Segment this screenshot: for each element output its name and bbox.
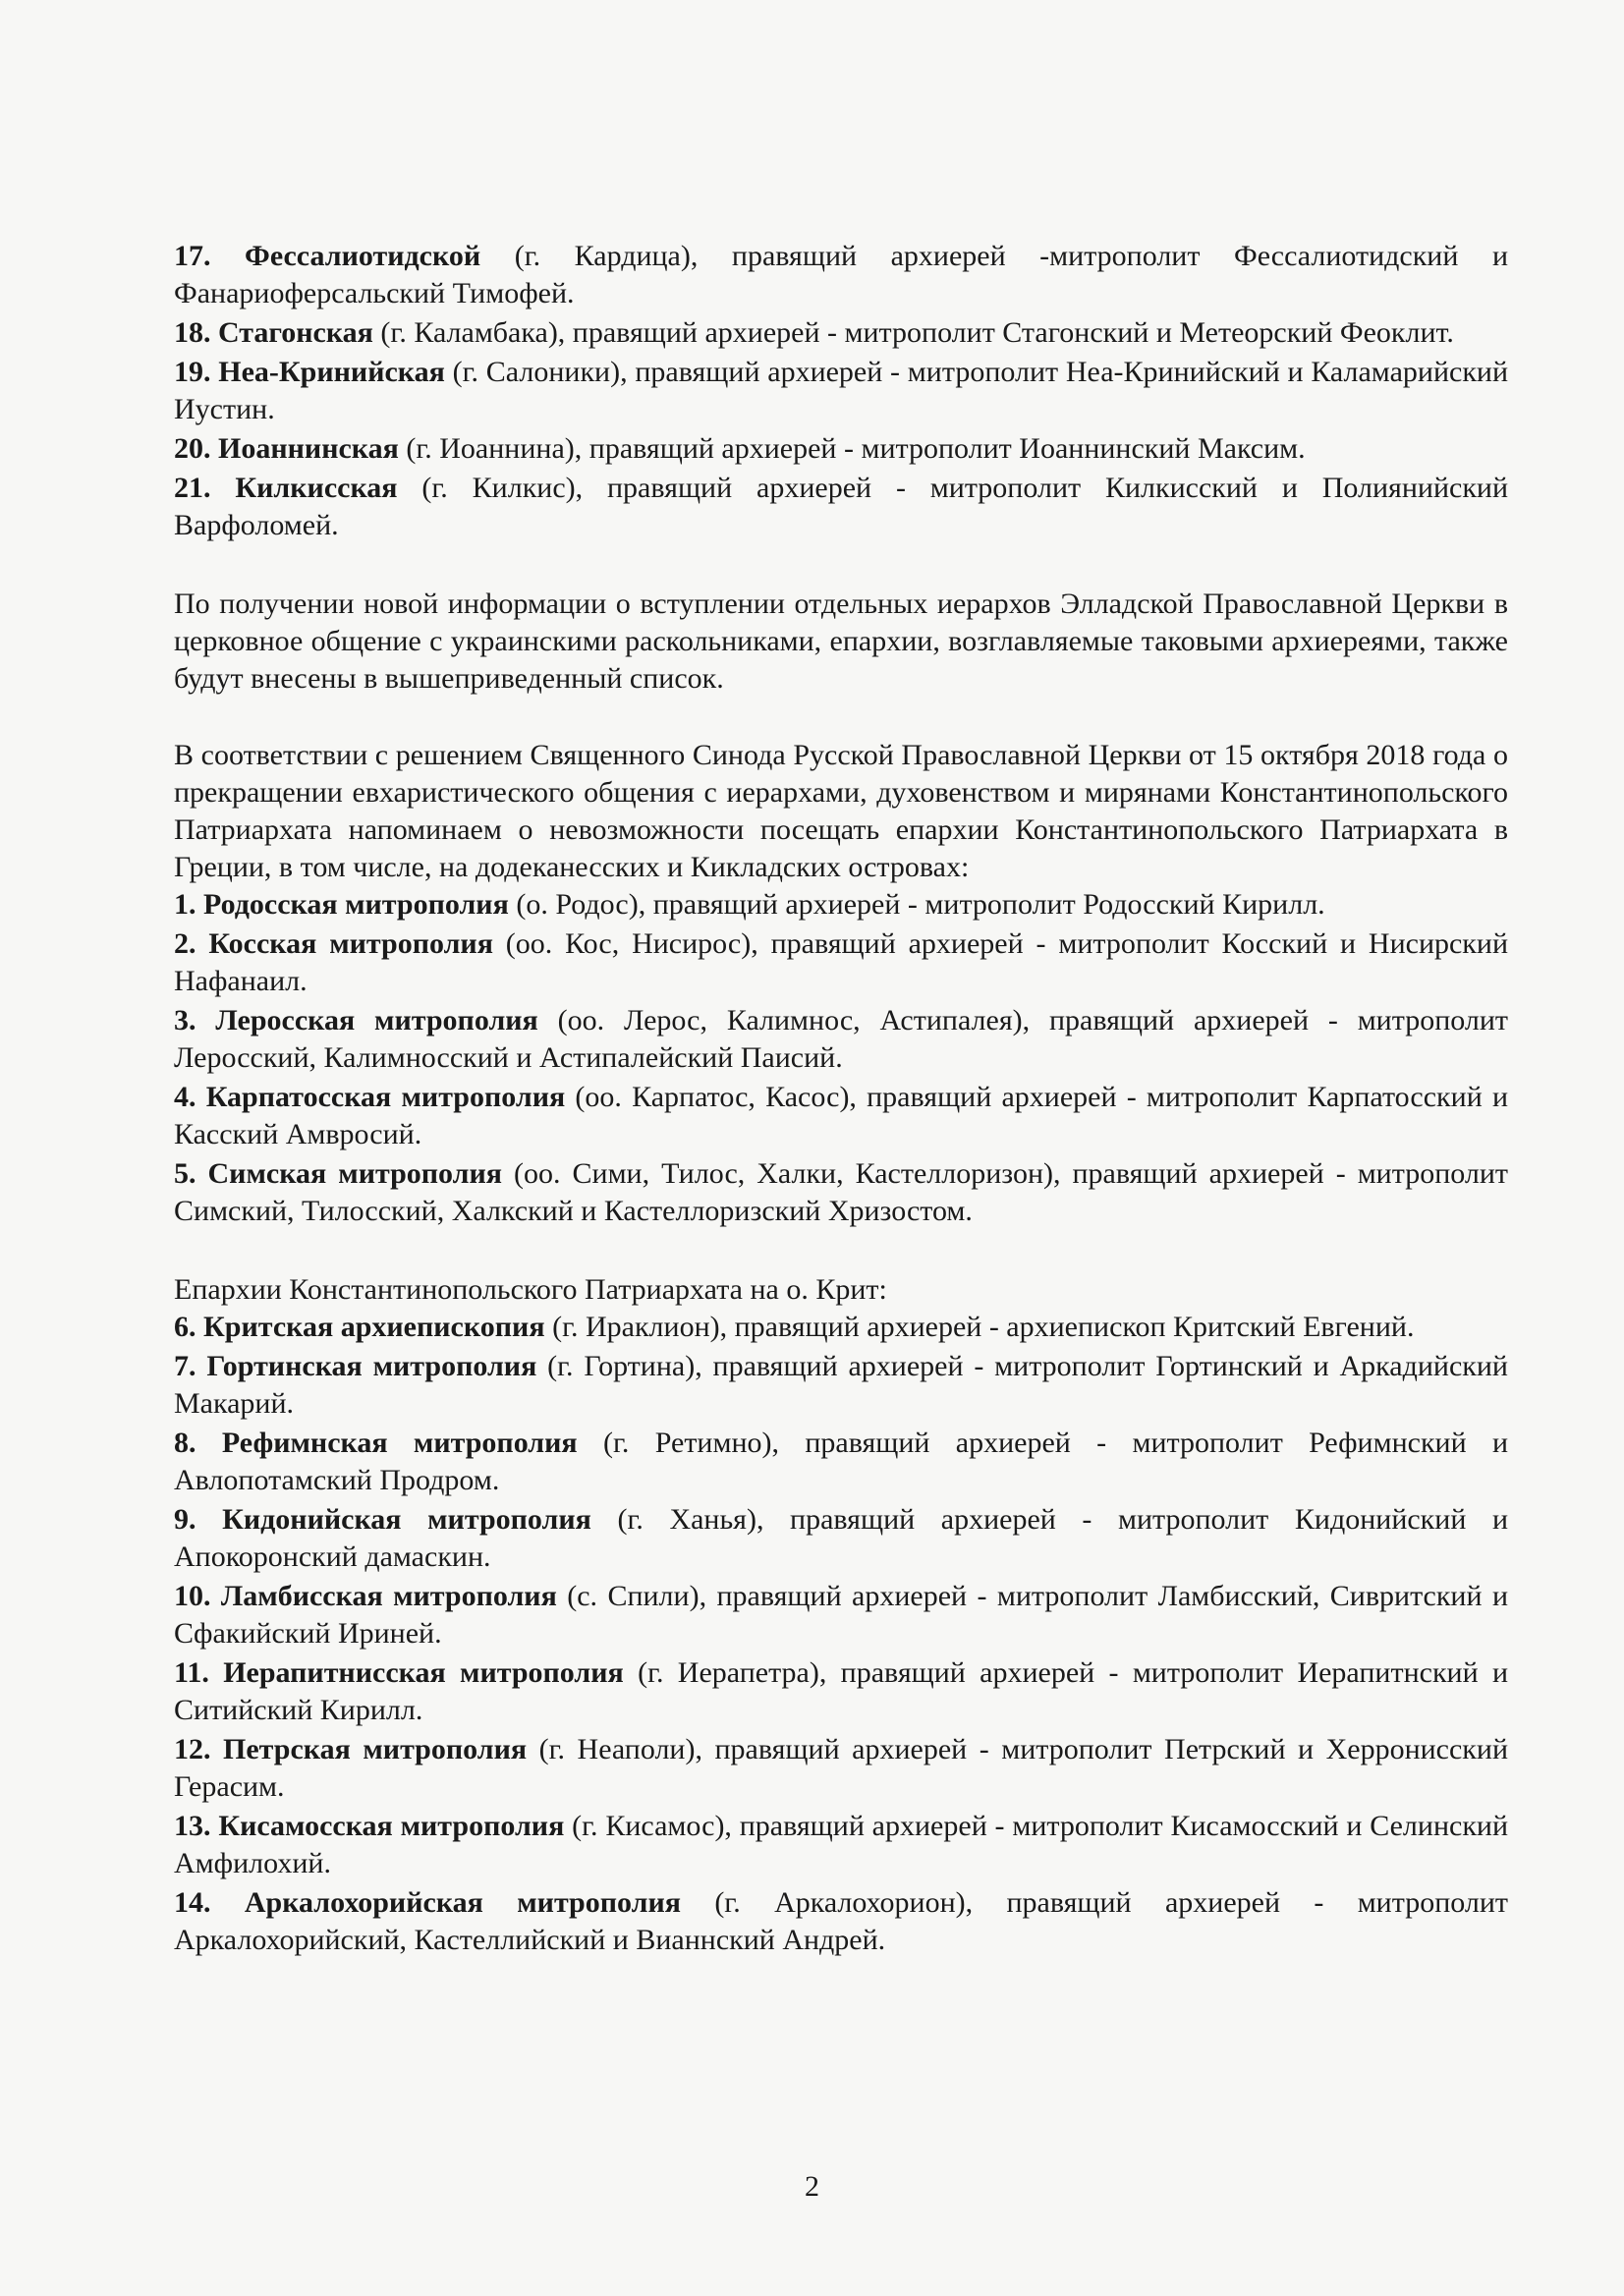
item-number: 12. <box>174 1733 211 1765</box>
diocese-details: (г. Кардица), правящий архиерей -митрополит Фессалиотидский и Фанариоферсальский Тимофей. <box>174 240 1508 309</box>
diocese-details: (г. Кисамос), правящий архиерей - митрополит Кисамосский и Селинский Амфилохий. <box>174 1810 1508 1879</box>
diocese-name: Ламбисская митрополия <box>220 1580 557 1612</box>
diocese-name: Леросская митрополия <box>215 1004 538 1036</box>
item-number: 19. <box>174 356 211 388</box>
diocese-name: Рефимнская митрополия <box>221 1427 578 1459</box>
islands-dioceses-list <box>174 886 1508 1230</box>
item-number: 17. <box>174 240 211 272</box>
item-number: 7. <box>174 1350 196 1382</box>
list-item <box>174 1501 1508 1576</box>
diocese-details: (оо. Карпатос, Касос), правящий архиерей - митрополит Карпатосский и Касский Амвросий. <box>174 1081 1508 1150</box>
diocese-name: Симская митрополия <box>207 1157 503 1190</box>
item-number: 2. <box>174 927 196 960</box>
list-item <box>174 1309 1508 1346</box>
diocese-details: (оо. Сими, Тилос, Халки, Кастеллоризон), правящий архиерей - митрополит Симский, Тилосский, Халкский и Кастеллоризский Хризостом. <box>174 1157 1508 1227</box>
crete-intro: Епархии Константинопольского Патриархата на о. Крит: <box>174 1273 887 1306</box>
list-item <box>174 1002 1508 1077</box>
list-item <box>174 1808 1508 1882</box>
item-number: 3. <box>174 1004 196 1036</box>
diocese-details: (оо. Кос, Нисирос), правящий архиерей - митрополит Косский и Нисирский Нафанаил. <box>174 927 1508 997</box>
diocese-details: (г. Салоники), правящий архиерей - митрополит Неа-Кринийский и Каламарийский Иустин. <box>174 356 1509 425</box>
diocese-name: Аркалохорийская митрополия <box>244 1886 681 1919</box>
list-item <box>174 1731 1508 1806</box>
item-number: 18. <box>174 316 211 349</box>
item-number: 1. <box>174 888 196 921</box>
item-number: 8. <box>174 1427 196 1459</box>
list-item <box>174 1884 1508 1959</box>
list-item <box>174 1155 1508 1230</box>
document-body <box>174 238 1508 1961</box>
diocese-details: (г. Каламбака), правящий архиерей - митрополит Стагонский и Метеорский Феоклит. <box>372 316 1454 349</box>
diocese-name: Косская митрополия <box>208 927 493 960</box>
list-item <box>174 1425 1508 1499</box>
crete-dioceses-list <box>174 1309 1508 1959</box>
diocese-name: Иоаннинская <box>218 432 399 465</box>
diocese-name: Критская архиепископия <box>203 1311 545 1343</box>
item-number: 9. <box>174 1503 196 1536</box>
list-item <box>174 470 1508 544</box>
diocese-name: Стагонская <box>218 316 373 349</box>
list-item <box>174 1578 1508 1652</box>
list-item <box>174 430 1508 468</box>
page-number: 2 <box>805 2170 819 2203</box>
diocese-name: Иерапитнисская митрополия <box>223 1656 624 1689</box>
item-number: 5. <box>174 1157 196 1190</box>
list-item <box>174 354 1508 428</box>
constantinople-intro: В соответствии с решением Священного Синода Русской Православной Церкви от 15 октября 2018 года о прекращении евхаристического общения с иерархами, духовенством и мирянами Константинопольского Патриархата напоминаем о невозможности посещать епархии Константинопольского Патриархата в Греции, в том числе, на додеканесских и Кикладских островах: <box>174 739 1508 883</box>
diocese-name: Гортинская митрополия <box>206 1350 537 1382</box>
diocese-details: (г. Ираклион), правящий архиерей - архиепископ Критский Евгений. <box>544 1311 1415 1343</box>
diocese-name: Родосская митрополия <box>203 888 509 921</box>
diocese-details: (г. Иоаннина), правящий архиерей - митрополит Иоаннинский Максим. <box>398 432 1306 465</box>
diocese-details: (г. Гортина), правящий архиерей - митрополит Гортинский и Аркадийский Макарий. <box>174 1350 1508 1420</box>
item-number: 14. <box>174 1886 211 1919</box>
list-item <box>174 1079 1508 1153</box>
diocese-name: Петрская митрополия <box>223 1733 528 1765</box>
diocese-details: (г. Аркалохорион), правящий архиерей - митрополит Аркалохорийский, Кастеллийский и Вианнский Андрей. <box>174 1886 1509 1956</box>
item-number: 4. <box>174 1081 196 1113</box>
item-number: 6. <box>174 1311 196 1343</box>
diocese-details: (г. Иерапетра), правящий архиерей - митрополит Иерапитнский и Ситийский Кирилл. <box>174 1656 1509 1726</box>
diocese-name: Кидонийская митрополия <box>222 1503 591 1536</box>
list-item <box>174 238 1508 312</box>
diocese-details: (с. Спили), правящий архиерей - митрополит Ламбисский, Сивритский и Сфакийский Ириней. <box>174 1580 1508 1650</box>
diocese-name: Кисамосская митрополия <box>218 1810 565 1842</box>
item-number: 11. <box>174 1656 209 1689</box>
list-item <box>174 1348 1508 1423</box>
diocese-details: (оо. Лерос, Калимнос, Астипалея), правящий архиерей - митрополит Леросский, Калимносский и Астипалейский Паисий. <box>174 1004 1509 1074</box>
diocese-name: Килкисская <box>235 472 398 504</box>
list-item <box>174 1654 1508 1729</box>
diocese-details: (о. Родос), правящий архиерей - митрополит Родосский Кирилл. <box>508 888 1325 921</box>
diocese-details: (г. Килкис), правящий архиерей - митрополит Килкисский и Полиянийский Варфоломей. <box>174 472 1508 541</box>
diocese-name: Карпатосская митрополия <box>205 1081 566 1113</box>
item-number: 20. <box>174 432 211 465</box>
item-number: 13. <box>174 1810 211 1842</box>
diocese-name: Неа-Кринийская <box>218 356 445 388</box>
new-information-note: По получении новой информации о вступлении отдельных иерархов Элладской Православной Церкви в церковное общение с украинскими раскольниками, епархии, возглавляемые таковыми архиереями, также будут внесены в вышеприведенный список. <box>174 588 1508 695</box>
diocese-details: (г. Неаполи), правящий архиерей - митрополит Петрский и Херронисский Герасим. <box>174 1733 1508 1803</box>
diocese-name: Фессалиотидской <box>245 240 481 272</box>
hellenic-dioceses-list <box>174 238 1508 544</box>
list-item <box>174 314 1508 352</box>
list-item <box>174 886 1508 924</box>
item-number: 21. <box>174 472 211 504</box>
diocese-details: (г. Ханья), правящий архиерей - митрополит Кидонийский и Апокоронский дамаскин. <box>174 1503 1509 1573</box>
item-number: 10. <box>174 1580 211 1612</box>
diocese-details: (г. Ретимно), правящий архиерей - митрополит Рефимнский и Авлопотамский Продром. <box>174 1427 1509 1496</box>
list-item <box>174 925 1508 1000</box>
